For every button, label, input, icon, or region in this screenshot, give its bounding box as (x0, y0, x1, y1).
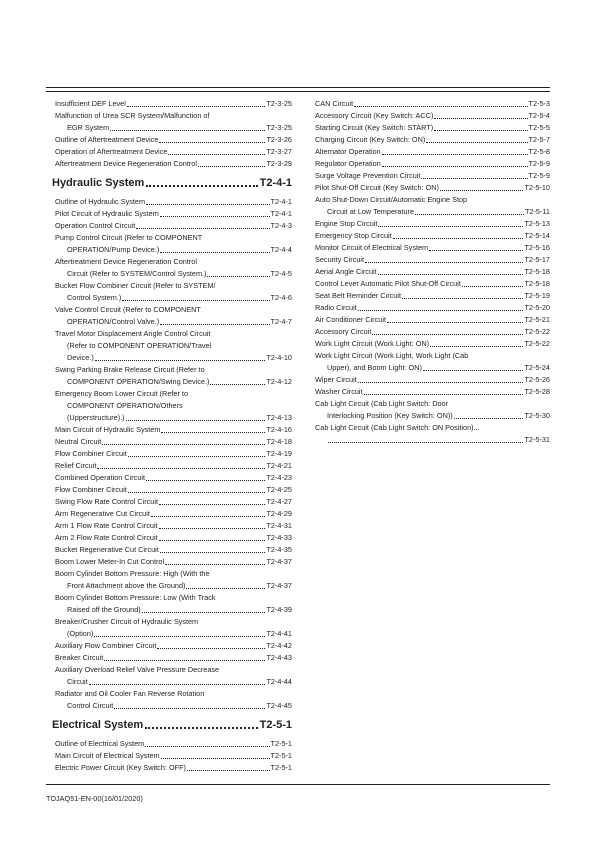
entry-title: Washer Circuit (315, 387, 363, 396)
toc-entry[interactable] (52, 762, 292, 774)
entry-title: Emergency Stop Circuit (315, 231, 392, 240)
toc-entry[interactable] (52, 220, 292, 232)
entry-title: Arm 1 Flow Rate Control Circuit (55, 521, 158, 530)
entry-page-number: T2-4-37 (266, 557, 292, 566)
entry-title: Radiator and Oil Cooler Fan Reverse Rotation (55, 689, 205, 698)
entry-title: CAN Circuit (315, 99, 354, 108)
toc-entry[interactable] (312, 290, 550, 302)
toc-entry[interactable] (52, 98, 292, 110)
toc-entry[interactable] (52, 568, 292, 580)
entry-title: Breaker Circuit (55, 653, 104, 662)
entry-title: Outline of Hydraulic System (55, 197, 146, 206)
entry-title: Malfunction of Urea SCR System/Malfunction of (55, 111, 210, 120)
entry-page-number: T2-4-25 (266, 485, 292, 494)
dot-leader (387, 322, 523, 323)
header-rule-thin (46, 91, 550, 92)
entry-title: Outline of Electrical System (55, 739, 145, 748)
toc-entry[interactable] (52, 304, 292, 316)
entry-page-number: T2-3-26 (266, 135, 292, 144)
toc-entry[interactable] (312, 338, 550, 350)
entry-page-number: T2-4-1 (270, 209, 292, 218)
entry-title: Control System.) (67, 293, 122, 302)
dot-leader (145, 727, 257, 729)
entry-title: Emergency Boom Lower Circuit (Refer to (55, 389, 189, 398)
toc-entry[interactable] (312, 326, 550, 338)
toc-entry[interactable] (52, 472, 292, 484)
entry-page-number: T2-4-43 (266, 653, 292, 662)
dot-leader (423, 370, 524, 371)
entry-page-number: T2-5-1 (270, 739, 292, 748)
dot-leader (157, 648, 265, 649)
toc-entry[interactable] (52, 556, 292, 568)
dot-leader (159, 142, 265, 143)
entry-title: Valve Control Circuit (Refer to COMPONENT (55, 305, 201, 314)
entry-title: Combined Operation Circuit (55, 473, 146, 482)
toc-entry[interactable] (52, 268, 292, 280)
dot-leader (136, 228, 269, 229)
entry-page-number: T2-3-27 (266, 147, 292, 156)
toc-entry[interactable] (52, 364, 292, 376)
entry-title: Control Circuit (67, 701, 114, 710)
toc-entry[interactable] (52, 688, 292, 700)
entry-page-number: T2-4-27 (266, 497, 292, 506)
dot-leader (160, 252, 269, 253)
entry-title: Security Circuit (315, 255, 365, 264)
dot-leader (89, 684, 266, 685)
toc-entry[interactable] (52, 496, 292, 508)
dot-leader (114, 708, 265, 709)
dot-leader (122, 300, 269, 301)
toc-entry[interactable] (52, 146, 292, 158)
dot-leader (378, 226, 523, 227)
toc-entry[interactable] (52, 158, 292, 170)
dot-leader (364, 394, 524, 395)
toc-entry[interactable] (52, 750, 292, 762)
entry-title: Breaker/Crusher Circuit of Hydraulic System (55, 617, 199, 626)
dot-leader (358, 382, 524, 383)
toc-entry[interactable] (52, 110, 292, 122)
toc-entry[interactable] (312, 362, 550, 374)
entry-page-number: T2-5-9 (528, 171, 550, 180)
toc-entry[interactable] (52, 664, 292, 676)
dot-leader (328, 442, 523, 443)
dot-leader (358, 310, 524, 311)
entry-page-number: T2-4-16 (266, 425, 292, 434)
entry-title: OPERATION/Control Valve.) (67, 317, 160, 326)
toc-entry[interactable] (52, 652, 292, 664)
entry-title: Surge Voltage Prevention Circuit (315, 171, 421, 180)
entry-page-number: T2-4-13 (266, 413, 292, 422)
header-rule (46, 87, 550, 88)
dot-leader (159, 504, 265, 505)
entry-page-number: T2-5-31 (524, 435, 550, 444)
dot-leader (128, 456, 266, 457)
dot-leader (102, 444, 265, 445)
dot-leader (159, 540, 266, 541)
entry-title: (Refer to COMPONENT OPERATION/Travel (67, 341, 212, 350)
entry-title: Main Circuit of Electrical System (55, 751, 160, 760)
entry-page-number: T2-4-33 (266, 533, 292, 542)
entry-page-number: T2-4-44 (266, 677, 292, 686)
entry-title: Accessory Circuit (315, 327, 372, 336)
toc-entry[interactable] (52, 388, 292, 400)
toc-entry[interactable] (312, 158, 550, 170)
toc-entry[interactable] (52, 122, 292, 134)
entry-page-number: T2-5-7 (528, 135, 550, 144)
entry-title: Upper), and Boom Light: ON) (327, 363, 422, 372)
entry-page-number: T2-5-14 (524, 231, 550, 240)
dot-leader (393, 238, 524, 239)
entry-title: Arm Regenerative Cut Circuit (55, 509, 150, 518)
entry-title: Travel Motor Displacement Angle Control Circuit (55, 329, 211, 338)
entry-page-number: T2-5-30 (524, 411, 550, 420)
toc-entry[interactable] (52, 134, 292, 146)
toc-section-heading[interactable] (52, 176, 292, 190)
toc-entry[interactable] (312, 134, 550, 146)
entry-title: Accessory Circuit (Key Switch: ACC) (315, 111, 434, 120)
entry-title: COMPONENT OPERATION/Swing Device.) (67, 377, 210, 386)
dot-leader (151, 516, 266, 517)
toc-entry[interactable] (312, 302, 550, 314)
section-page-number: T2-5-1 (259, 719, 292, 731)
dot-leader (415, 214, 524, 215)
entry-page-number: T2-5-10 (524, 183, 550, 192)
entry-page-number: T2-4-3 (270, 221, 292, 230)
entry-page-number: T2-3-29 (266, 159, 292, 168)
entry-page-number: T2-4-31 (266, 521, 292, 530)
entry-title: Device.) (67, 353, 94, 362)
dot-leader (434, 118, 527, 119)
dot-leader (434, 130, 527, 131)
toc-entry[interactable] (52, 376, 292, 388)
entry-title: Bucket Regenerative Cut Circuit (55, 545, 159, 554)
toc-entry[interactable] (52, 196, 292, 208)
entry-title: (Option) (67, 629, 94, 638)
toc-entry[interactable] (312, 110, 550, 122)
entry-page-number: T2-5-24 (524, 363, 550, 372)
toc-entry[interactable] (312, 182, 550, 194)
dot-leader (165, 564, 265, 565)
dot-leader (365, 262, 523, 263)
entry-title: Boom Cylinder Bottom Pressure: High (With the (55, 569, 210, 578)
toc-entry[interactable] (52, 280, 292, 292)
entry-page-number: T2-5-8 (528, 147, 550, 156)
toc-entry[interactable] (52, 256, 292, 268)
entry-page-number: T2-4-23 (266, 473, 292, 482)
dot-leader (146, 480, 265, 481)
dot-leader (127, 106, 266, 107)
entry-page-number: T2-5-19 (524, 291, 550, 300)
dot-leader (160, 552, 266, 553)
dot-leader (168, 154, 265, 155)
entry-page-number: T2-5-22 (524, 327, 550, 336)
entry-title: Circuit (Refer to SYSTEM/Control System.) (67, 269, 207, 278)
entry-page-number: T2-4-35 (266, 545, 292, 554)
toc-entry[interactable] (312, 314, 550, 326)
toc-entry[interactable] (52, 412, 292, 424)
entry-page-number: T2-4-45 (266, 701, 292, 710)
toc-entry[interactable] (52, 232, 292, 244)
entry-title: Pump Control Circuit (Refer to COMPONENT (55, 233, 203, 242)
toc-entry[interactable] (52, 292, 292, 304)
toc-entry[interactable] (52, 448, 292, 460)
entry-page-number: T2-5-16 (524, 243, 550, 252)
entry-title: Electric Power Circuit (Key Switch: OFF) (55, 763, 186, 772)
toc-entry[interactable] (52, 508, 292, 520)
dot-leader (110, 130, 265, 131)
section-title: Electrical System (52, 719, 144, 731)
toc-entry[interactable] (52, 616, 292, 628)
entry-title: Arm 2 Flow Rate Control Circuit (55, 533, 158, 542)
entry-title: Cab Light Circuit (Cab Light Switch: Door (315, 399, 449, 408)
toc-entry[interactable] (312, 350, 550, 362)
entry-title: Flow Combiner Circuit (55, 485, 127, 494)
toc-entry[interactable] (52, 520, 292, 532)
dot-leader (372, 334, 523, 335)
dot-leader (382, 154, 528, 155)
entry-title: Aftertreatment Device Regeneration Control (55, 159, 197, 168)
toc-entry[interactable] (312, 206, 550, 218)
dot-leader (160, 324, 269, 325)
dot-leader (95, 360, 266, 361)
entry-title: Auto Shut-Down Circuit/Automatic Engine Stop (315, 195, 468, 204)
toc-entry[interactable] (52, 460, 292, 472)
toc-section-heading[interactable] (52, 718, 292, 732)
entry-page-number: T2-4-29 (266, 509, 292, 518)
entry-title: Main Circuit of Hydraulic System (55, 425, 161, 434)
entry-title: Interlocking Position (Key Switch: ON)) (327, 411, 453, 420)
dot-leader (354, 106, 527, 107)
toc-entry[interactable] (312, 146, 550, 158)
entry-title: COMPONENT OPERATION/Others (67, 401, 183, 410)
entry-title: Work Light Circuit (Work Light, Work Light (Cab (315, 351, 469, 360)
entry-page-number: T2-5-28 (524, 387, 550, 396)
toc-entry[interactable] (52, 604, 292, 616)
toc-entry[interactable] (52, 544, 292, 556)
entry-title: Aftertreatment Device Regeneration Control (55, 257, 197, 266)
dot-leader (429, 250, 523, 251)
entry-page-number: T2-4-7 (270, 317, 292, 326)
dot-leader (126, 420, 266, 421)
toc-right-column (312, 98, 550, 446)
entry-page-number: T2-5-18 (524, 279, 550, 288)
entry-page-number: T2-4-5 (270, 269, 292, 278)
entry-title: Pilot Circuit of Hydraulic System (55, 209, 159, 218)
entry-title: Operation of Aftertreatment Device (55, 147, 168, 156)
dot-leader (454, 418, 524, 419)
entry-title: Regulator Operation (315, 159, 381, 168)
dot-leader (94, 636, 265, 637)
entry-title: Front Attachment above the Ground) (67, 581, 186, 590)
entry-title: Boom Lower Meter-In Cut Control (55, 557, 165, 566)
dot-leader (146, 185, 257, 187)
entry-title: (Upperstructure).) (67, 413, 125, 422)
entry-title: Outline of Aftertreatment Device (55, 135, 159, 144)
toc-entry[interactable] (52, 352, 292, 364)
toc-entry[interactable] (312, 266, 550, 278)
entry-title: Wiper Circuit (315, 375, 357, 384)
entry-title: Aerial Angle Circuit (315, 267, 377, 276)
entry-page-number: T2-5-11 (524, 207, 550, 216)
dot-leader (210, 384, 265, 385)
entry-title: Air Conditioner Circuit (315, 315, 386, 324)
toc-entry[interactable] (52, 484, 292, 496)
entry-title: Bucket Flow Combiner Circuit (Refer to SYSTEM/ (55, 281, 216, 290)
entry-page-number: T2-4-19 (266, 449, 292, 458)
entry-title: Relief Circuit (55, 461, 97, 470)
entry-page-number: T2-5-21 (524, 315, 550, 324)
toc-entry[interactable] (312, 434, 550, 446)
dot-leader (160, 216, 270, 217)
dot-leader (186, 588, 265, 589)
toc-entry[interactable] (312, 170, 550, 182)
toc-entry[interactable] (52, 676, 292, 688)
dot-leader (198, 166, 265, 167)
entry-title: Cab Light Circuit (Cab Light Switch: ON Position)... (315, 423, 480, 432)
toc-entry[interactable] (312, 98, 550, 110)
dot-leader (402, 298, 523, 299)
toc-entry[interactable] (312, 386, 550, 398)
entry-page-number: T2-5-13 (524, 219, 550, 228)
entry-title: Raised off the Ground) (67, 605, 141, 614)
toc-entry[interactable] (312, 218, 550, 230)
entry-title: Swing Flow Rate Control Circuit (55, 497, 159, 506)
dot-leader (430, 346, 523, 347)
entry-title: EGR System (67, 123, 110, 132)
entry-title: Starting Circuit (Key Switch: START) (315, 123, 434, 132)
entry-page-number: T2-5-17 (524, 255, 550, 264)
dot-leader (128, 492, 266, 493)
footer-doc-code: TOJAQ51-EN-00(16/01/2020) (46, 794, 143, 803)
entry-page-number: T2-4-10 (266, 353, 292, 362)
dot-leader (426, 142, 527, 143)
toc-entry[interactable] (52, 592, 292, 604)
toc-entry[interactable] (52, 208, 292, 220)
dot-leader (382, 166, 528, 167)
toc-entry[interactable] (312, 122, 550, 134)
entry-page-number: T2-4-21 (266, 461, 292, 470)
entry-page-number: T2-5-4 (528, 111, 550, 120)
section-page-number: T2-4-1 (259, 177, 292, 189)
dot-leader (187, 770, 270, 771)
section-title: Hydraulic System (52, 177, 145, 189)
dot-leader (159, 528, 266, 529)
toc-entry[interactable] (52, 436, 292, 448)
entry-page-number: T2-4-12 (266, 377, 292, 386)
entry-title: Operation Control Circuit (55, 221, 136, 230)
dot-leader (462, 286, 524, 287)
entry-title: Alternator Operation (315, 147, 381, 156)
dot-leader (440, 190, 523, 191)
toc-entry[interactable] (312, 398, 550, 410)
toc-entry[interactable] (312, 374, 550, 386)
dot-leader (104, 660, 265, 661)
footer-rule (46, 784, 550, 785)
entry-title: OPERATION/Pump Device.) (67, 245, 160, 254)
toc-entry[interactable] (52, 700, 292, 712)
toc-entry[interactable] (52, 244, 292, 256)
entry-title: Circuit (67, 677, 88, 686)
entry-title: Flow Combiner Circuit (55, 449, 127, 458)
toc-entry[interactable] (312, 278, 550, 290)
toc-entry[interactable] (312, 254, 550, 266)
entry-title: Boom Cylinder Bottom Pressure: Low (With Track (55, 593, 216, 602)
entry-title: Charging Circuit (Key Switch: ON) (315, 135, 426, 144)
entry-page-number: T2-4-1 (270, 197, 292, 206)
entry-page-number: T2-4-39 (266, 605, 292, 614)
entry-page-number: T2-5-18 (524, 267, 550, 276)
entry-page-number: T2-4-41 (266, 629, 292, 638)
dot-leader (145, 746, 269, 747)
entry-page-number: T2-4-37 (266, 581, 292, 590)
entry-page-number: T2-4-6 (270, 293, 292, 302)
entry-page-number: T2-5-1 (270, 763, 292, 772)
entry-title: Insufficient DEF Level (55, 99, 126, 108)
entry-page-number: T2-5-22 (524, 339, 550, 348)
entry-page-number: T2-3-25 (266, 99, 292, 108)
toc-entry[interactable] (312, 194, 550, 206)
toc-entry[interactable] (52, 580, 292, 592)
toc-entry[interactable] (312, 242, 550, 254)
entry-page-number: T2-5-20 (524, 303, 550, 312)
toc-entry[interactable] (312, 422, 550, 434)
toc-entry[interactable] (52, 400, 292, 412)
entry-title: Swing Parking Brake Release Circuit (Refer to (55, 365, 205, 374)
entry-page-number: T2-5-3 (528, 99, 550, 108)
entry-page-number: T2-5-5 (528, 123, 550, 132)
toc-entry[interactable] (52, 424, 292, 436)
dot-leader (207, 276, 269, 277)
toc-entry[interactable] (52, 532, 292, 544)
dot-leader (421, 178, 527, 179)
dot-leader (146, 204, 269, 205)
entry-title: Circuit at Low Temperature (327, 207, 415, 216)
entry-page-number: T2-5-9 (528, 159, 550, 168)
entry-title: Control Lever Automatic Pilot Shut-Off Circuit (315, 279, 461, 288)
entry-title: Neutral Circuit (55, 437, 102, 446)
toc-entry[interactable] (312, 230, 550, 242)
entry-title: Work Light Circuit (Work Light: ON) (315, 339, 430, 348)
entry-page-number: T2-4-18 (266, 437, 292, 446)
entry-title: Engine Stop Circuit (315, 219, 378, 228)
entry-page-number: T2-4-4 (270, 245, 292, 254)
entry-title: Monitor Circuit of Electrical System (315, 243, 429, 252)
dot-leader (161, 758, 270, 759)
dot-leader (161, 432, 265, 433)
entry-page-number: T2-4-42 (266, 641, 292, 650)
entry-title: Auxiliary Overload Relief Valve Pressure Decrease (55, 665, 220, 674)
toc-entry[interactable] (52, 316, 292, 328)
entry-title: Auxiliary Flow Combiner Circuit (55, 641, 157, 650)
dot-leader (378, 274, 524, 275)
toc-entry[interactable] (52, 340, 292, 352)
entry-page-number: T2-3-25 (266, 123, 292, 132)
toc-entry[interactable] (52, 328, 292, 340)
entry-title: Radio Circuit (315, 303, 357, 312)
entry-title: Pilot Shut-Off Circuit (Key Switch: ON) (315, 183, 439, 192)
entry-title: Seat Belt Reminder Circuit (315, 291, 401, 300)
toc-entry[interactable] (52, 640, 292, 652)
entry-page-number: T2-5-1 (270, 751, 292, 760)
toc-entry[interactable] (52, 628, 292, 640)
dot-leader (97, 468, 265, 469)
toc-entry[interactable] (52, 738, 292, 750)
toc-entry[interactable] (312, 410, 550, 422)
toc-left-column (52, 98, 292, 774)
dot-leader (142, 612, 266, 613)
entry-page-number: T2-5-26 (524, 375, 550, 384)
